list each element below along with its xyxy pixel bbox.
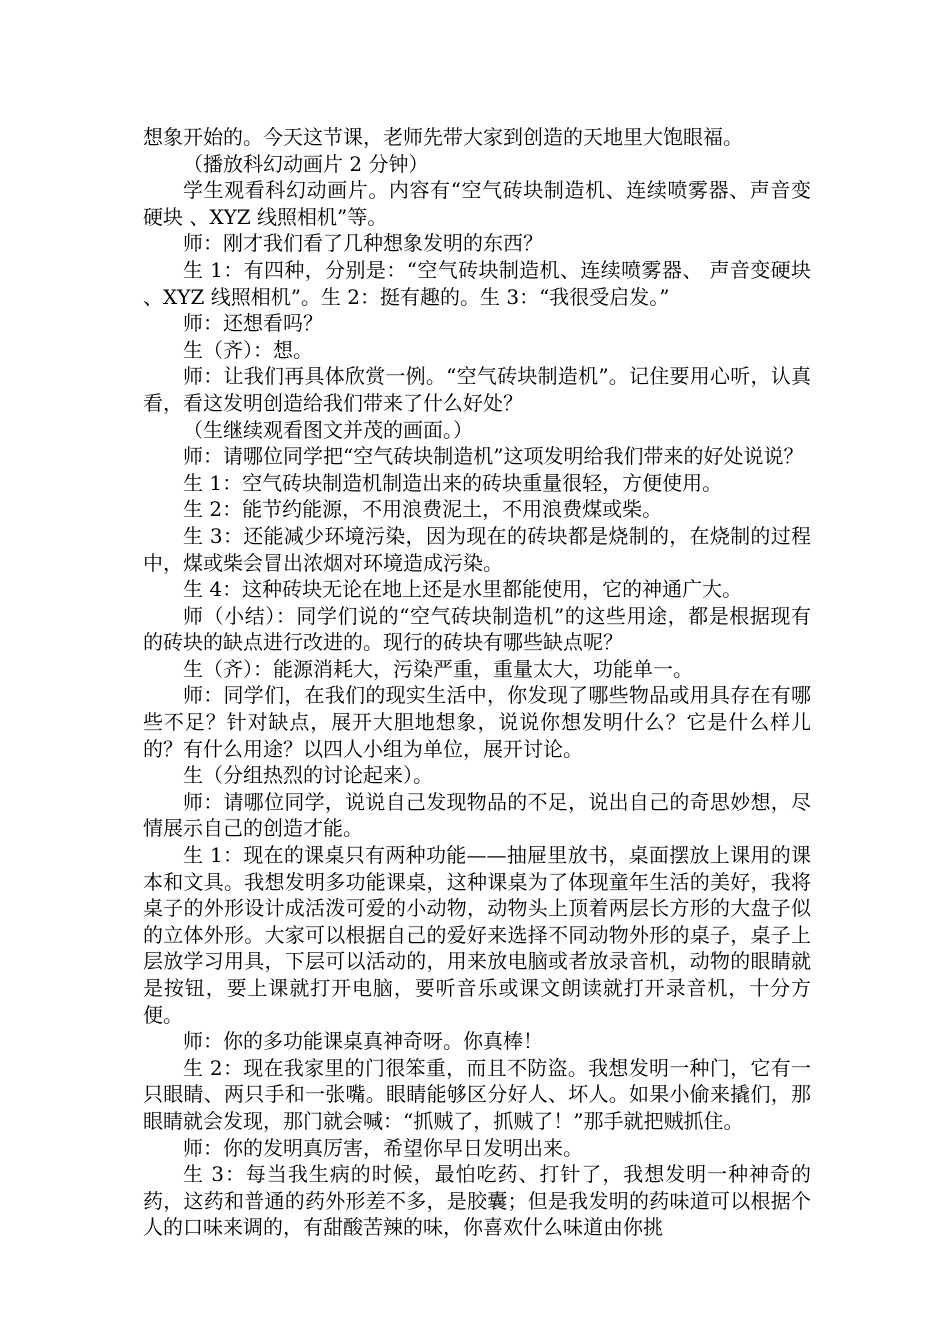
document-page [143,124,811,1241]
paragraph: （播放科幻动画片 2 分钟） [183,151,429,176]
paragraph: （生继续观看图文并茂的画面。） [183,417,473,442]
paragraph: 生 1：现在的课桌只有两种功能——抽屉里放书，桌面摆放上课用的课本和文具。我想发明多功能课桌，这种课桌为了体现童年生活的美好，我将桌子的外形设计成活泼可爱的小动物，动物头上顶着两层长方形的大盘子似的立体外形。大家可以根据自己的爱好来选择不同动物外形的桌子，桌子上层放学习用具，下层可以活动的，用来放电脑或者放录音机，动物的眼睛就是按钮，要上课就打开电脑，要听音乐或课文朗读就打开录音机，十分方便。 [143,843,811,1027]
paragraph: 生 4：这种砖块无论在地上还是水里都能使用，它的神通广大。 [183,577,743,602]
paragraph: 师：请哪位同学把“空气砖块制造机”这项发明给我们带来的好处说说？ [183,444,804,469]
paragraph: 生（齐）：想。 [183,337,313,362]
paragraph: 学生观看科幻动画片。内容有“空气砖块制造机、连续喷雾器、声音变硬块 、XYZ 线照相机”等。 [143,178,811,229]
paragraph: 生 3：还能减少环境污染，因为现在的砖块都是烧制的，在烧制的过程中，煤或柴会冒出浓烟对环境造成污染。 [143,523,811,575]
paragraph: 师：刚才我们看了几种想象发明的东西？ [183,231,543,256]
paragraph: 生 2：现在我家里的门很笨重，而且不防盗。我想发明一种门，它有一只眼睛、两只手和一张嘴。眼睛能够区分好人、坏人。如果小偷来撬们，那眼睛就会发现，那门就会喊：“抓贼了，抓贼了！”那手就把贼抓住。 [143,1055,811,1133]
paragraph: 师：同学们，在我们的现实生活中，你发现了哪些物品或用具存在有哪些不足？针对缺点，展开大胆地想象，说说你想发明什么？它是什么样儿的？有什么用途？以四人小组为单位，展开讨论。 [143,683,811,761]
paragraph: 师：你的发明真厉害，希望你早日发明出来。 [183,1135,583,1160]
paragraph: 师：还想看吗？ [183,311,323,336]
paragraph: 想象开始的。今天这节课，老师先带大家到创造的天地里大饱眼福。 [143,125,743,149]
paragraph: 生 2：能节约能源，不用浪费泥土，不用浪费煤或柴。 [183,497,663,522]
paragraph: 师（小结）：同学们说的“空气砖块制造机”的这些用途，都是根据现有的砖块的缺点进行改进的。现行的砖块有哪些缺点呢？ [143,603,811,655]
paragraph: 师：让我们再具体欣赏一例。“空气砖块制造机”。记住要用心听，认真看，看这发明创造给我们带来了什么好处？ [143,364,811,415]
paragraph: 师：你的多功能课桌真神奇呀。你真棒！ [183,1029,543,1054]
paragraph: 生（分组热烈的讨论起来）。 [183,763,433,788]
paragraph: 生（齐）：能源消耗大，污染严重，重量太大，功能单一。 [183,656,693,681]
paragraph: 师：请哪位同学，说说自己发现物品的不足，说出自己的奇思妙想，尽情展示自己的创造才能。 [143,789,811,841]
paragraph: 生 3：每当我生病的时候，最怕吃药、打针了，我想发明一种神奇的药，这药和普通的药外形差不多，是胶囊；但是我发明的药味道可以根据个人的口味来调的，有甜酸苦辣的味，你喜欢什么味道由你挑 [143,1162,811,1240]
paragraph: 生 1：有四种，分别是：“空气砖块制造机、连续喷雾器、 声音变硬块 、XYZ 线照相机”。生 2：挺有趣的。生 3：“我很受启发。” [143,257,811,309]
paragraph: 生 1：空气砖块制造机制造出来的砖块重量很轻，方便使用。 [183,470,723,495]
